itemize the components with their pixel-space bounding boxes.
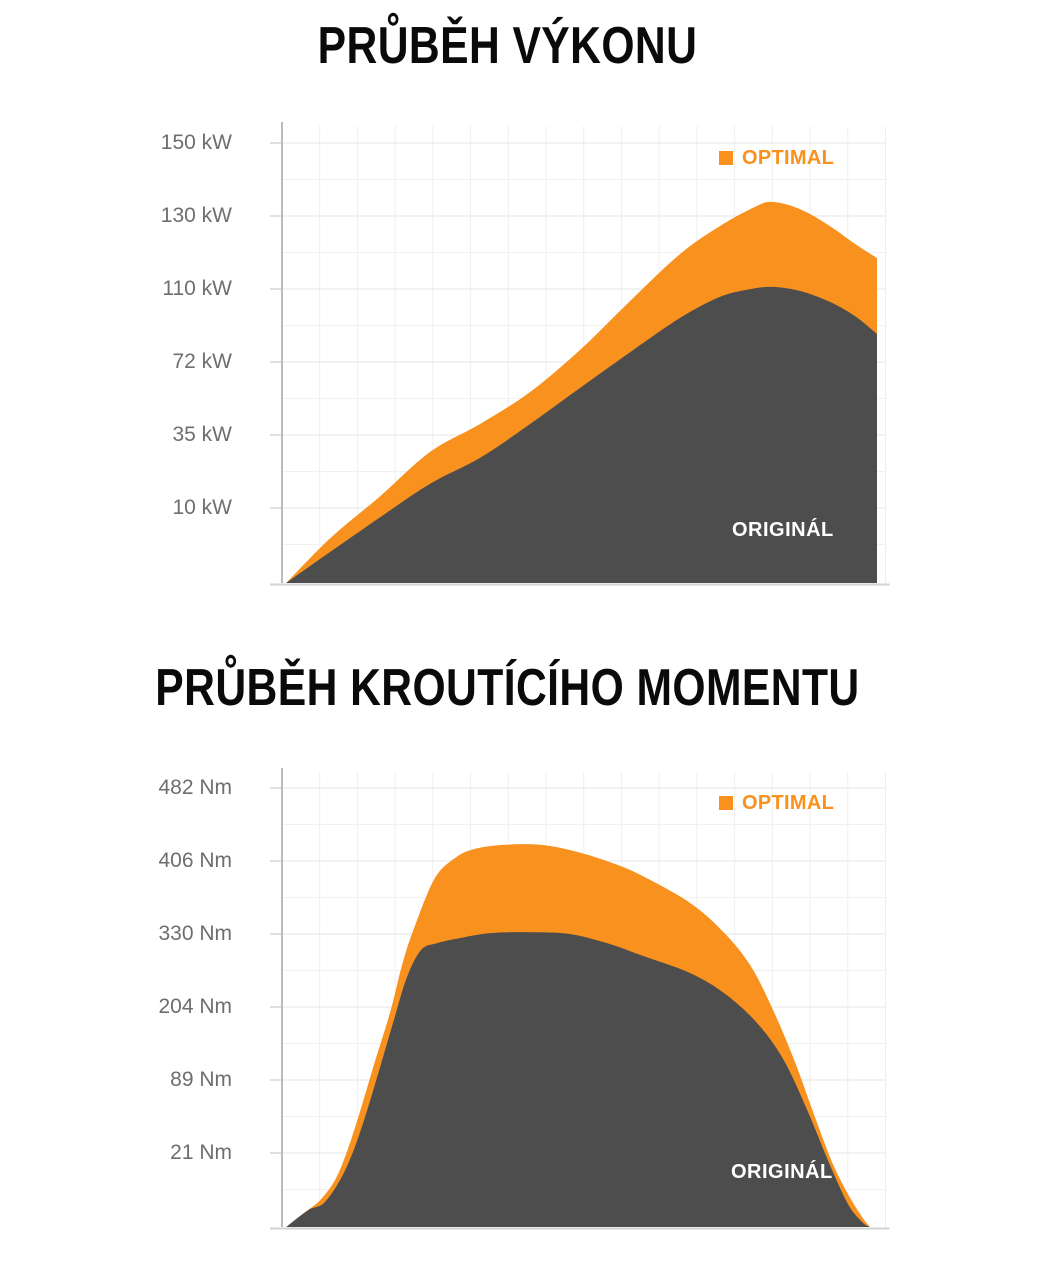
y-tick-label: 72 kW (172, 350, 232, 373)
chart1-legend (719, 147, 835, 169)
y-tick-label: 35 kW (172, 423, 232, 446)
chart2-title (0, 659, 1031, 717)
chart1-original-label: ORIGINÁL (732, 519, 834, 541)
y-tick-label: 406 Nm (158, 849, 232, 872)
y-tick-label: 150 kW (160, 131, 232, 154)
chart2-original-label: ORIGINÁL (731, 1161, 833, 1183)
legend-label: OPTIMAL (742, 147, 835, 169)
y-tick-label: 10 kW (172, 496, 232, 519)
y-tick-label: 89 Nm (170, 1068, 232, 1091)
legend-swatch-icon (719, 796, 733, 810)
chart2-title-text: PRŮBĚH KROUTÍCÍHO MOMENTU (154, 659, 860, 717)
y-tick-label: 21 Nm (170, 1141, 232, 1164)
legend-swatch-icon (719, 151, 733, 165)
y-tick-label: 204 Nm (158, 995, 232, 1018)
chart-2-plot (270, 768, 890, 1229)
chart1-title-text: PRŮBĚH VÝKONU (317, 17, 697, 75)
chart1-title (0, 17, 1031, 75)
chart2-legend (719, 792, 835, 814)
legend-label: OPTIMAL (742, 792, 835, 814)
y-tick-label: 482 Nm (158, 776, 232, 799)
chart-1-plot (270, 122, 890, 585)
y-tick-label: 130 kW (160, 204, 232, 227)
y-tick-label: 110 kW (162, 277, 232, 300)
y-tick-label: 330 Nm (158, 922, 232, 945)
